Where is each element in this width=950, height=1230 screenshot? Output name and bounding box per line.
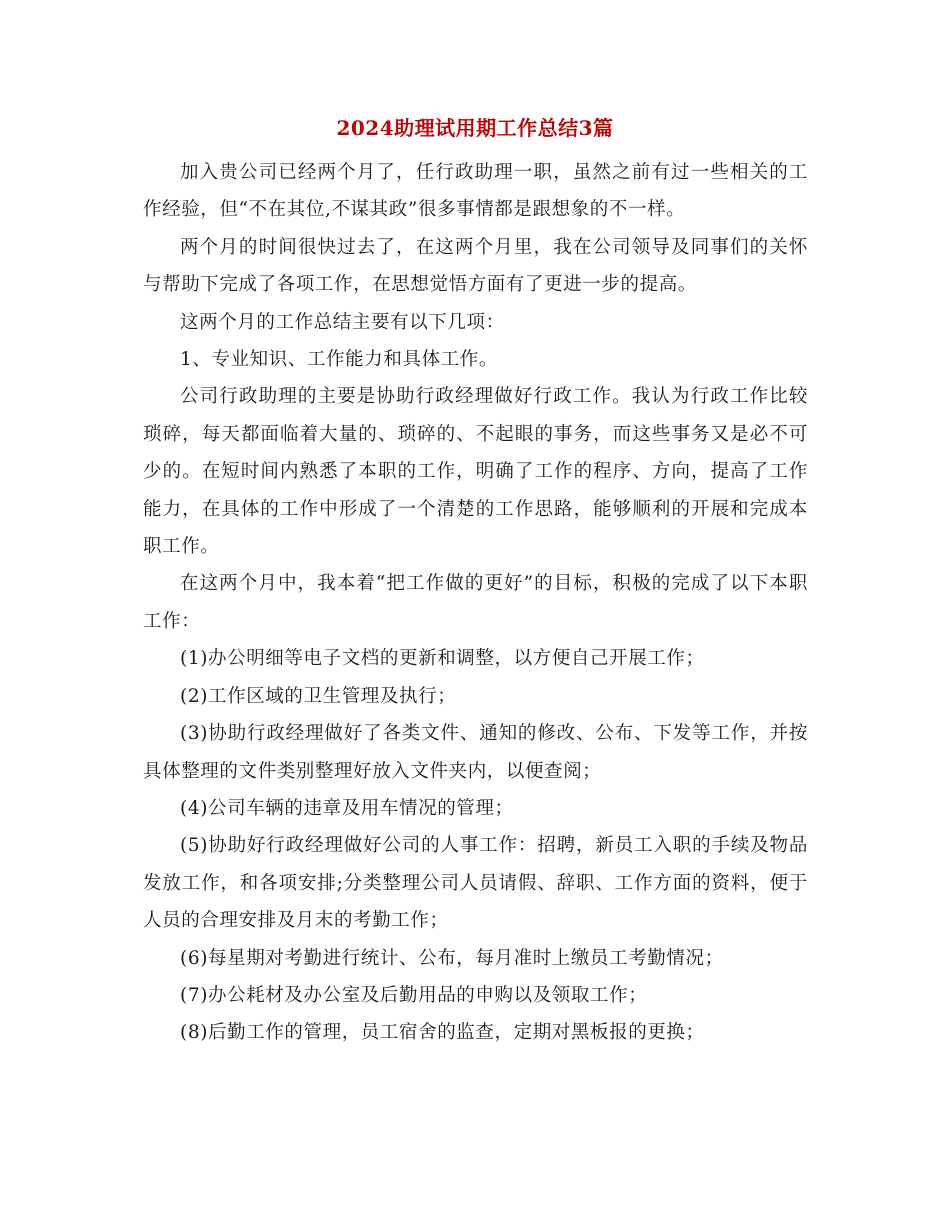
document-title: 2024助理试用期工作总结3篇: [336, 116, 614, 140]
section-heading: 1、专业知识、工作能力和具体工作。: [180, 349, 498, 371]
list-item: (8)后勤工作的管理，员工宿舍的监查，定期对黑板报的更换；: [180, 1022, 705, 1044]
list-item: (7)办公耗材及办公室及后勤用品的申购以及领取工作；: [180, 984, 648, 1006]
paragraph: 在这两个月中，我本着“把工作做的更好”的目标，积极的完成了以下本职工作：: [143, 573, 808, 632]
list-item: (1)办公明细等电子文档的更新和调整，以方便自己开展工作；: [180, 648, 705, 670]
paragraph: 加入贵公司已经两个月了，任行政助理一职，虽然之前有过一些相关的工作经验，但“不在其位,不谋其政”很多事情都是跟想象的不一样。: [143, 162, 808, 221]
list-item: (5)协助好行政经理做好公司的人事工作：招聘，新员工入职的手续及物品发放工作，和各项安排;分类整理公司人员请假、辞职、工作方面的资料，便于人员的合理安排及月末的考勤工作；: [143, 835, 808, 932]
paragraph: 公司行政助理的主要是协助行政经理做好行政工作。我认为行政工作比较琐碎，每天都面临着大量的、琐碎的、不起眼的事务，而这些事务又是必不可少的。在短时间内熟悉了本职的工作，明确了工作的程序、方向，提高了工作能力，在具体的工作中形成了一个清楚的工作思路，能够顺利的开展和完成本职工作。: [143, 386, 808, 558]
paragraph: 这两个月的工作总结主要有以下几项：: [180, 311, 505, 333]
list-item: (4)公司车辆的违章及用车情况的管理；: [180, 797, 514, 819]
paragraph: 两个月的时间很快过去了，在这两个月里，我在公司领导及同事们的关怀与帮助下完成了各项工作，在思想觉悟方面有了更进一步的提高。: [143, 236, 808, 296]
list-item: (2)工作区域的卫生管理及执行；: [180, 685, 457, 707]
list-item: (6)每星期对考勤进行统计、公布，每月准时上缴员工考勤情况；: [180, 947, 724, 969]
document-body: [143, 154, 808, 1052]
list-item: (3)协助行政经理做好了各类文件、通知的修改、公布、下发等工作，并按具体整理的文件类别整理好放入文件夹内，以便查阅；: [143, 723, 808, 782]
